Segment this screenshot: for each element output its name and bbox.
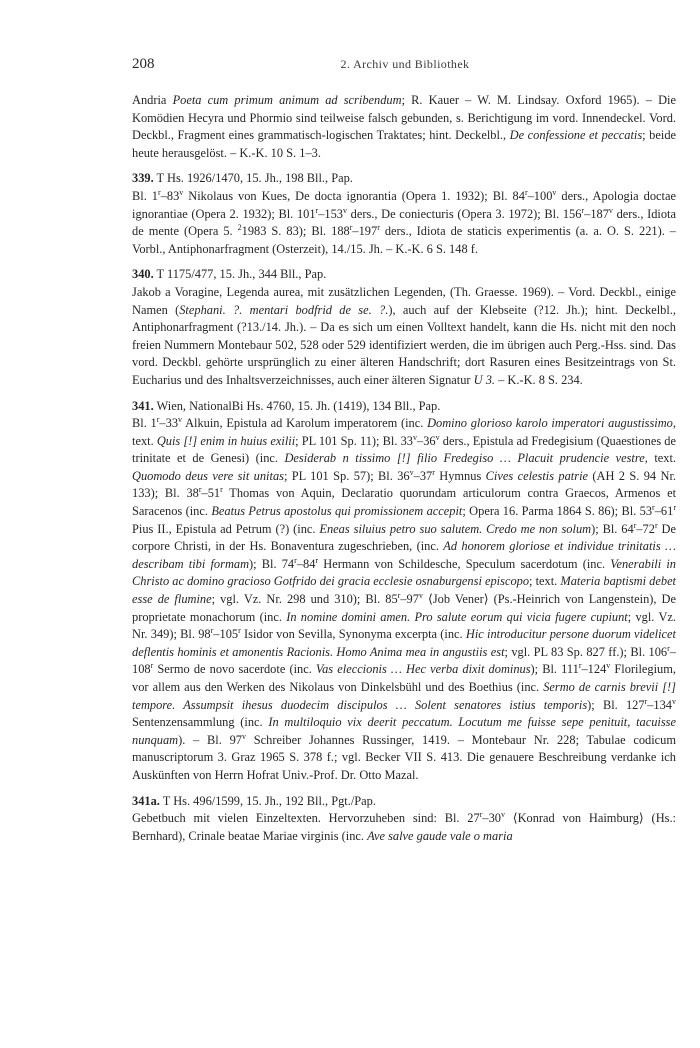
incipit-text: De confessione et peccatis: [509, 128, 643, 143]
folio-side: v: [242, 731, 246, 741]
description-text: (AH 2 S. 94 Nr. 133); Bl. 38: [132, 468, 676, 501]
description-text: ); Bl. 74: [249, 556, 295, 571]
description-text: – K.-K. 8 S. 234.: [495, 372, 583, 387]
incipit-text: Ave salve gaude vale o maria: [367, 828, 513, 843]
incipit-text: Materia baptismi debet esse de flumine: [132, 574, 677, 607]
folio-side: r: [633, 520, 637, 530]
description-text: ); Bl. 111: [530, 662, 579, 677]
description-text: ); Bl. 64: [591, 521, 634, 536]
incipit-text: Quis [!] enim in huius exilii: [156, 433, 296, 448]
running-head: 2. Archiv und Bibliothek: [340, 57, 470, 71]
description-text: Thomas von Aquin, Declaratio quorundam articulorum contra Graecos, Armenos et Saracenos (inc.: [132, 486, 677, 519]
catalog-entry: [132, 793, 676, 846]
description-text: Andria: [132, 93, 173, 107]
entry-shelfmark: T Hs. 496/1599, 15. Jh., 192 Bll., Pgt./Pap.: [159, 793, 376, 808]
folio-side: r: [315, 205, 319, 215]
folio-side: r: [644, 696, 648, 706]
description-text: –124: [581, 662, 607, 677]
description-text: ⟨Konrad von Haimburg⟩ (Hs.: Bernhard), Crinale beatae Mariae virginis (inc.: [132, 811, 676, 843]
description-text: ); Bl. 127: [587, 697, 645, 712]
folio-side: r: [150, 661, 154, 671]
catalog-entry: [132, 170, 676, 258]
incipit-text: Vas eleccionis … Hec verba dixit dominus: [315, 662, 531, 677]
entry-description: [132, 415, 676, 784]
description-text: –72: [636, 521, 655, 536]
incipit-text: Sermo de carnis brevii [!] tempore. Assumpsit ihesus duodecim discipulos … Solent senatores istius temporis: [132, 680, 676, 712]
folio-side: v: [179, 187, 184, 197]
description-text: , text.: [132, 416, 676, 448]
description-text: –36: [417, 433, 436, 448]
description-text: ders., Epistula ad Fredegisium (Quaestiones de trinitate et de Genesi) (inc.: [132, 433, 677, 466]
entry-number: 339.: [132, 171, 154, 186]
description-text: ; vgl. PL 83 Sp. 827 ff.); Bl. 106: [504, 644, 668, 659]
folio-side: r: [578, 661, 582, 671]
entry-heading: [132, 266, 676, 284]
description-text: Gebetbuch mit vielen Einzeltexten. Hervorzuheben sind: Bl. 27: [132, 811, 480, 826]
entry-shelfmark: T Hs. 1926/1470, 15. Jh., 198 Bll., Pap.: [153, 171, 353, 186]
entry-number: 340.: [132, 267, 154, 282]
entry-number: 341.: [132, 398, 154, 413]
description-text: ; text.: [529, 574, 561, 589]
description-text: –83: [160, 188, 180, 203]
folio-side: 2: [237, 223, 242, 233]
description-text: ; vgl. Vz. Nr. 349); Bl. 98: [132, 609, 676, 642]
entry-heading: [132, 170, 676, 188]
description-text: –33: [159, 416, 179, 431]
incipit-text: Eneas siluius petro suo salutem. Credo me non solum: [319, 521, 592, 536]
page-number: 208: [132, 56, 155, 72]
description-text: Pius II., Epistula ad Petrum (?) (inc.: [132, 521, 320, 536]
description-text: Sentenzensammlung (inc.: [132, 715, 269, 730]
folio-side: v: [413, 432, 417, 442]
description-text: –153: [318, 206, 343, 221]
folio-side: r: [524, 187, 528, 197]
incipit-text: Quomodo deus vere sit unitas: [132, 468, 284, 483]
description-text: –30: [482, 811, 501, 826]
incipit-text: Domino glorioso karolo imperatori augustissimo: [427, 416, 673, 431]
description-text: –84: [296, 556, 316, 571]
entry-description: [132, 284, 676, 390]
description-text: –187: [584, 206, 609, 221]
folio-side: v: [178, 414, 183, 424]
folio-side: v: [606, 661, 611, 671]
description-text: Bl. 1: [132, 416, 157, 431]
incipit-text: In multiloquio vix deerit peccatum. Locutum me fuisse sepe penituit, tacuisse nunquam: [132, 715, 676, 747]
description-text: ; PL 101 Sp. 57); Bl. 36: [283, 468, 410, 483]
incipit-text: Poeta cum primum animum ad scribendum: [172, 93, 402, 107]
folio-side: v: [409, 467, 414, 477]
description-text: Alkuin, Epistula ad Karolum imperatorem (inc.: [182, 416, 428, 431]
folio-side: r: [238, 626, 241, 636]
description-text: Nikolaus von Kues, De docta ignorantia (Opera 1. 1932); Bl. 84: [183, 188, 525, 203]
folio-side: r: [667, 643, 670, 653]
description-text: , text.: [644, 451, 676, 466]
incipit-text: Beatus Petrus apostolus qui promissionem accepit: [211, 504, 463, 519]
incipit-text: In nomine domini amen. Pro salute eorum qui vicia fugere cupiunt: [286, 609, 628, 624]
folio-side: r: [581, 205, 585, 215]
folio-side: r: [315, 555, 319, 565]
description-text: ). – Bl. 97: [178, 732, 242, 747]
description-text: De corpore Christi, in der Hs. Bonaventura zugeschrieben, (inc.: [132, 521, 676, 554]
folio-side: v: [418, 590, 423, 600]
folio-side: v: [342, 205, 347, 215]
description-text: –134: [647, 697, 672, 712]
entry-description: [132, 92, 676, 162]
folio-side: r: [654, 520, 658, 530]
folio-side: r: [158, 187, 161, 197]
description-text: ; PL 101 Sp. 11); Bl. 33: [295, 433, 413, 448]
folio-side: r: [156, 414, 160, 424]
folio-side: r: [479, 810, 483, 820]
description-text: Hermann von Schildesche, Speculum sacerdotum (inc.: [318, 556, 611, 571]
catalog-entry: [132, 266, 676, 389]
folio-side: v: [672, 696, 676, 706]
folio-side: r: [673, 502, 676, 512]
folio-side: r: [210, 626, 214, 636]
folio-side: r: [432, 467, 435, 477]
folio-side: v: [435, 432, 440, 442]
description-text: Schreiber Johannes Russinger, 1419. – Montebaur Nr. 228; Tabulae codicum manuscriptorum 3. Graz 1965 S. 378 f.; vgl. Becker VII S. 413. Die genauere Beschreibung verdanke ich Auskünften von Herrn Hofrat Univ.-Prof. Dr. Otto Mazal.: [132, 732, 676, 782]
description-text: Hymnus: [434, 468, 486, 483]
folio-side: r: [349, 223, 353, 233]
description-text: 1983 S. 83); Bl. 188: [241, 224, 350, 239]
description-text: –61: [654, 504, 674, 519]
catalog-entry: [132, 398, 676, 785]
description-text: ; vgl. Vz. Nr. 298 und 310); Bl. 85: [211, 592, 398, 607]
folio-side: v: [552, 187, 557, 197]
description-text: ders., De coniecturis (Opera 3. 1972); Bl. 156: [346, 206, 582, 221]
description-text: ), auch auf der Klebseite (?12. Jh.); hint. Deckelbl., Antiphonarfragment (?13./14. Jh.). – Da es sich um einen Volltext handelt, kann die Hs. nicht mit den noch freien Nummern Montebaur 502, 528 oder 529 identifiziert werden, die im übrigen auch Perg.-Hss. sind. Das vord. Deckbl. gehörte ursprünglich zu einer älteren Handschrift; dort Rasuren eines Besitzeintrags von St. Eucharius und des Inhaltsverzeichnisses, auch einer älteren Signatur: [132, 302, 676, 387]
description-text: Florilegium, vor allem aus den Werken des Nikolaus von Dinkelsbühl und des Boethius (inc.: [132, 662, 676, 694]
incipit-text: Hic introducitur persone duorum videlicet deflentis hominis et amonentis Racionis. Homo Anima mea in angustiis est: [132, 627, 676, 659]
description-text: ders., Apologia doctae ignorantiae (Opera 2. 1932); Bl. 101: [132, 188, 676, 221]
incipit-text: Cives celestis patrie: [485, 468, 589, 483]
catalog-entry: [132, 92, 676, 162]
description-text: Isidor von Sevilla, Synonyma excerpta (inc.: [240, 627, 466, 642]
description-text: –105: [213, 627, 239, 642]
description-text: –197: [352, 224, 378, 239]
page-header: [132, 56, 678, 76]
description-text: –37: [413, 468, 433, 483]
description-text: Bl. 1: [132, 188, 159, 203]
folio-side: r: [652, 502, 655, 512]
entry-description: [132, 188, 676, 258]
description-text: ders., Idiota de staticis experimentis (a. a. O. S. 221). – Vorbl., Antiphonarfragment (Osterzeit), 14./15. Jh. – K.-K. 6 S. 148 f.: [132, 224, 676, 256]
description-text: –51: [201, 486, 221, 501]
folio-side: v: [500, 810, 505, 820]
description-text: ; beide heute herausgelöst. – K.-K. 10 S. 1–3.: [132, 128, 677, 160]
entry-heading: [132, 793, 676, 811]
description-text: –100: [527, 188, 553, 203]
description-text: ⟨Job Vener⟩ (Ps.-Heinrich von Langenstein), De proprietate monachorum (inc.: [132, 592, 676, 624]
description-text: –108: [132, 644, 676, 677]
incipit-text: Venerabili in Christo ac domino gracioso Gotfrido dei gracia ecclesie osnaburgensi episcopo: [132, 556, 677, 589]
entry-heading: [132, 398, 676, 416]
folio-side: r: [220, 485, 223, 495]
folio-side: r: [397, 590, 401, 600]
entry-number: 341a.: [132, 793, 160, 808]
folio-side: r: [294, 555, 297, 565]
entry-description: [132, 810, 676, 845]
incipit-text: Stephani. ?. mentari bodfrid de se. ?.: [179, 302, 389, 317]
entry-shelfmark: Wien, NationalBi Hs. 4760, 15. Jh. (1419), 134 Bll., Pap.: [153, 398, 441, 413]
catalog-entries: [132, 92, 676, 853]
description-text: ders., Idiota de mente (Opera 5.: [132, 206, 676, 239]
description-text: ; Opera 16. Parma 1864 S. 86); Bl. 53: [462, 504, 653, 519]
folio-side: v: [608, 205, 613, 215]
description-text: Jakob a Voragine, Legenda aurea, mit zusätzlichen Legenden, (Th. Graesse. 1969). – Vord. Deckbl., einige Namen (: [132, 284, 676, 317]
entry-shelfmark: T 1175/477, 15. Jh., 344 Bll., Pap.: [153, 267, 327, 282]
description-text: –97: [400, 592, 419, 607]
description-text: Sermo de novo sacerdote (inc.: [153, 662, 316, 677]
folio-side: r: [198, 485, 202, 495]
incipit-text: U 3.: [473, 372, 495, 387]
folio-side: r: [377, 223, 380, 233]
incipit-text: Ad honorem gloriose et individue trinitatis … describam tibi formam: [132, 539, 676, 571]
description-text: ; R. Kauer – W. M. Lindsay. Oxford 1965). – Die Komödien Hecyra und Phormio sind teilweise falsch gebunden, s. Berichtigung im vord. Innendeckel. Vord. Deckbl., Fragment eines grammatisch-logischen Traktates; hint. Deckelbl.,: [132, 93, 676, 143]
incipit-text: Desiderab n tissimo [!] filio Fredegiso … Placuit prudencie vestre: [284, 451, 645, 466]
